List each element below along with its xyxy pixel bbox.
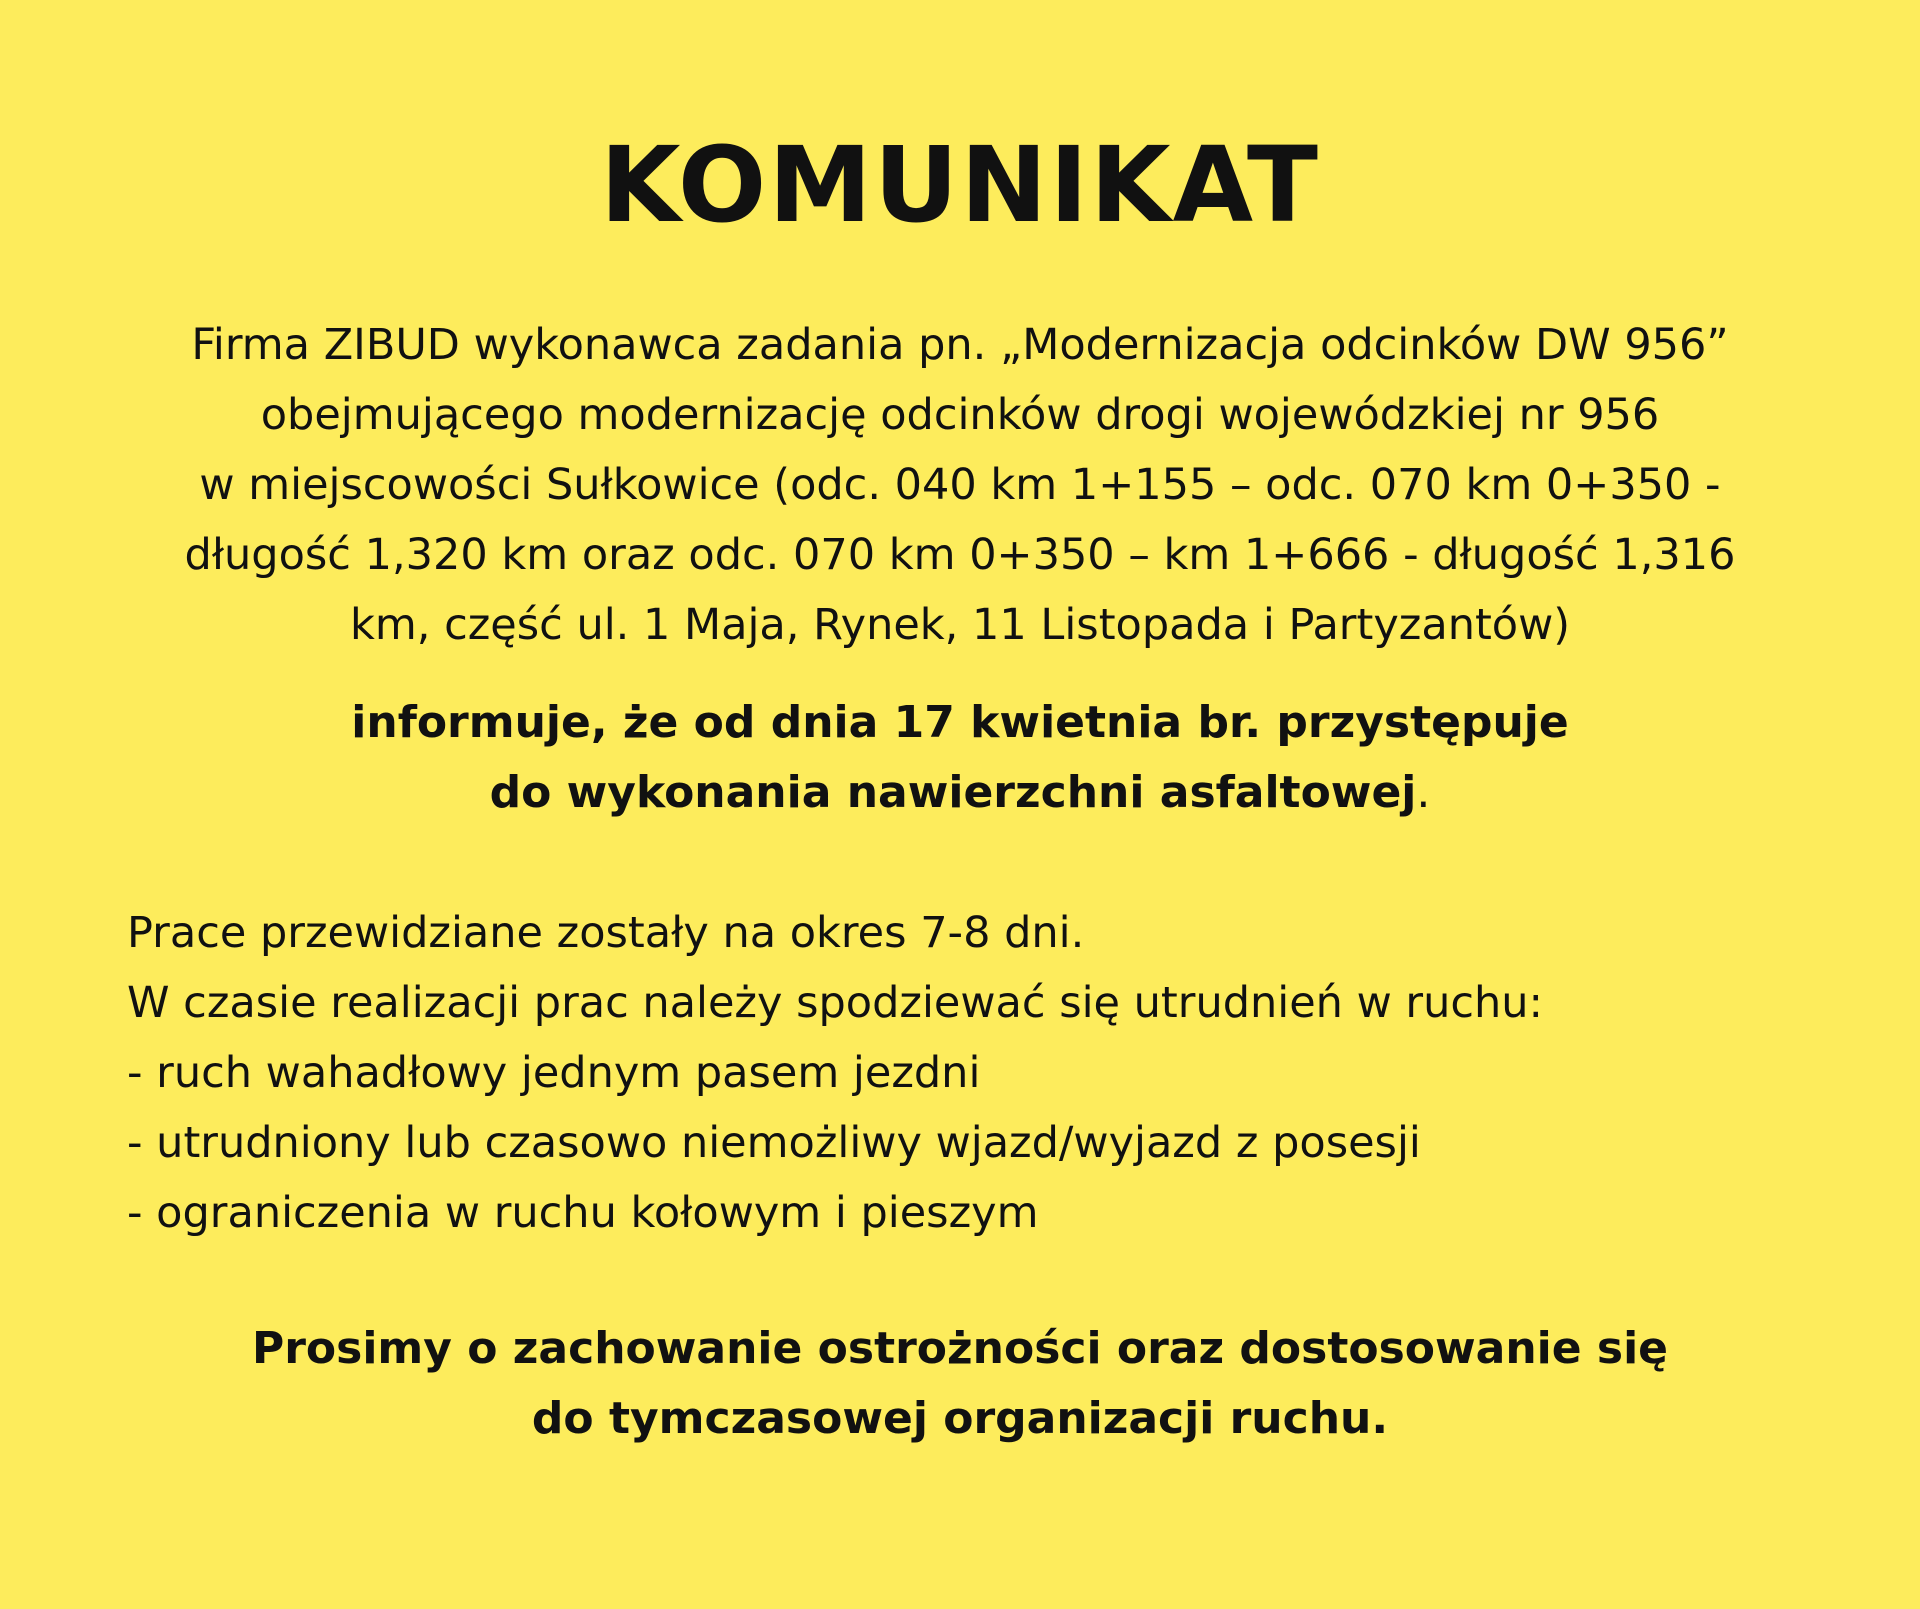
closing-line: Prosimy o zachowanie ostrożności oraz dostosowanie się [251, 1323, 1669, 1374]
works-info-line: - utrudniony lub czasowo niemożliwy wjazd/wyjazd z posesji [127, 1118, 1421, 1168]
works-info-line: - ruch wahadłowy jednym pasem jezdni [127, 1048, 981, 1098]
closing-line: do tymczasowej organizacji ruchu. [531, 1393, 1389, 1444]
notice-line: informuje, że od dnia 17 kwietnia br. przystępuje [351, 697, 1569, 748]
closing-paragraph [110, 1314, 1810, 1454]
notice-line-period: . [1416, 767, 1431, 818]
works-info-line: Prace przewidziane zostały na okres 7-8 dni. [127, 908, 1085, 958]
intro-line: obejmującego modernizację odcinków drogi wojewódzkiej nr 956 [260, 390, 1660, 440]
intro-line: w miejscowości Sułkowice (odc. 040 km 1+155 – odc. 070 km 0+350 - [199, 460, 1721, 510]
intro-line: długość 1,320 km oraz odc. 070 km 0+350 – km 1+666 - długość 1,316 [184, 530, 1736, 580]
works-info-line: W czasie realizacji prac należy spodziewać się utrudnień w ruchu: [127, 978, 1543, 1028]
announcement-title: KOMUNIKAT [600, 124, 1320, 246]
intro-line: Firma ZIBUD wykonawca zadania pn. „Modernizacja odcinków DW 956” [191, 320, 1729, 370]
intro-line: km, część ul. 1 Maja, Rynek, 11 Listopada i Partyzantów) [349, 600, 1571, 650]
intro-paragraph [110, 310, 1810, 660]
works-info-line: - ograniczenia w ruchu kołowym i pieszym [127, 1188, 1039, 1238]
notice-line [110, 758, 1810, 828]
works-info-list [127, 898, 1827, 1248]
notice-line-text: do wykonania nawierzchni asfaltowej [489, 767, 1417, 818]
notice-paragraph [110, 688, 1810, 828]
